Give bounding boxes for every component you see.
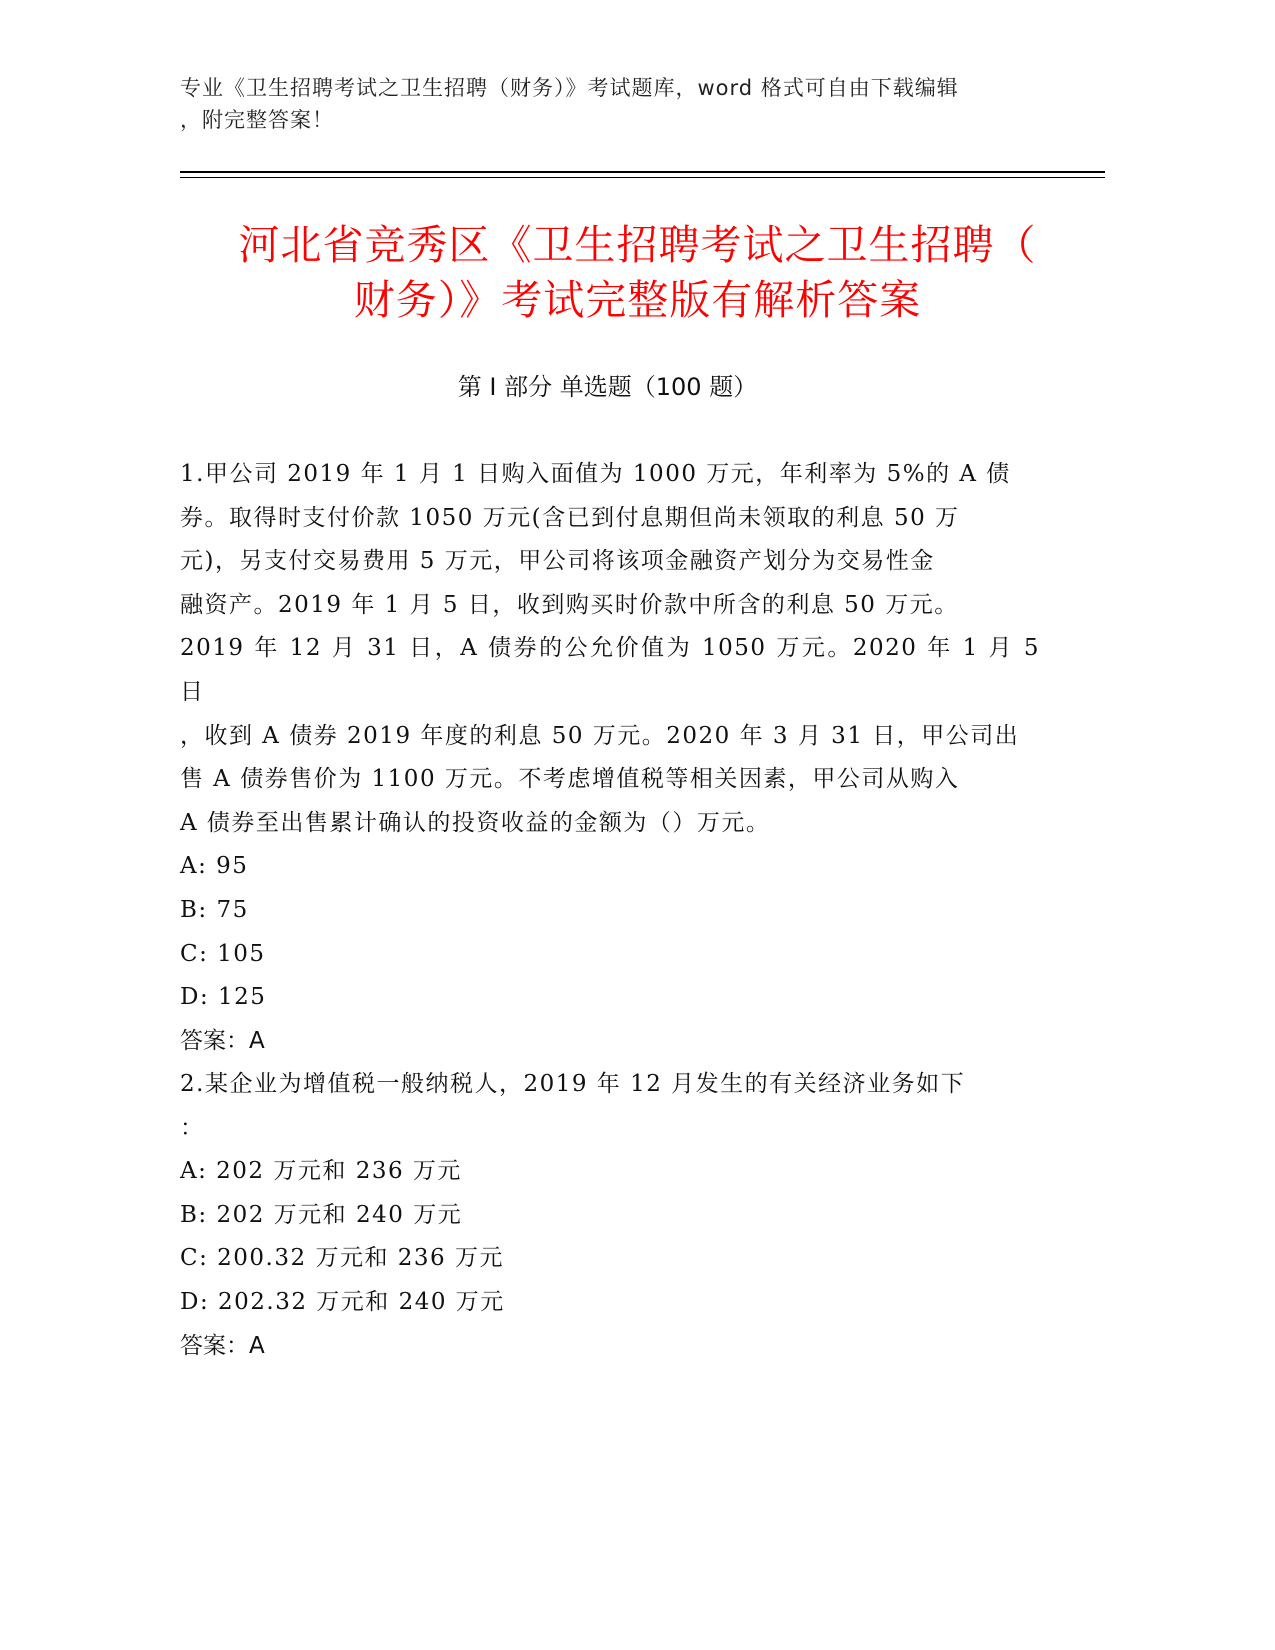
stem-line: 1.甲公司 2019 年 1 月 1 日购入面值为 1000 万元，年利率为 5%的 A 债 <box>180 461 1011 487</box>
stem-line: 融资产。2019 年 1 月 5 日，收到购买时价款中所含的利息 50 万元。 <box>180 591 959 618</box>
question-stem <box>180 453 1040 845</box>
header-note-line-1: 专业《卫生招聘考试之卫生招聘（财务）》考试题库，word 格式可自由下载编辑 <box>180 76 959 100</box>
stem-line: 券。取得时支付价款 1050 万元(含已到付息期但尚未领取的利息 50 万 <box>180 504 960 531</box>
stem-line: ，收到 A 债券 2019 年度的利息 50 万元。2020 年 3 月 31 日，甲公司出 <box>180 722 1020 749</box>
option-a: A: 202 万元和 236 万元 <box>180 1158 462 1185</box>
header-note <box>180 72 1040 136</box>
document-title <box>150 218 1125 328</box>
section-title: 第 I 部分 单选题（100 题） <box>457 373 758 401</box>
answer: 答案：A <box>180 1027 265 1054</box>
option-c: C: 105 <box>180 940 266 967</box>
option-b: B: 202 万元和 240 万元 <box>180 1201 463 1228</box>
question-stem <box>180 1063 1040 1150</box>
answer: 答案：A <box>180 1332 265 1359</box>
question-2 <box>180 1063 1040 1368</box>
option-b: B: 75 <box>180 896 249 923</box>
header-note-line-2: ，附完整答案！ <box>180 108 334 132</box>
stem-line: A 债券至出售累计确认的投资收益的金额为（）万元。 <box>180 809 771 836</box>
document-title-line-2: 财务）》考试完整版有解析答案 <box>353 276 922 324</box>
option-d: D: 125 <box>180 984 267 1011</box>
stem-line: 2019 年 12 月 31 日，A 债券的公允价值为 1050 万元。2020 年 1 月 5 日 <box>180 635 1040 705</box>
header-divider-thin <box>180 177 1105 178</box>
stem-line: ： <box>180 1114 205 1141</box>
option-c: C: 200.32 万元和 236 万元 <box>180 1245 504 1272</box>
stem-line: 元)，另支付交易费用 5 万元，甲公司将该项金融资产划分为交易性金 <box>180 548 935 575</box>
header-divider-thick <box>180 171 1105 173</box>
document-title-line-1: 河北省竞秀区《卫生招聘考试之卫生招聘（ <box>238 221 1037 269</box>
option-a: A: 95 <box>180 853 249 880</box>
stem-line: 2.某企业为增值税一般纳税人，2019 年 12 月发生的有关经济业务如下 <box>180 1071 966 1097</box>
stem-line: 售 A 债券售价为 1100 万元。不考虑增值税等相关因素，甲公司从购入 <box>180 766 960 793</box>
question-1 <box>180 453 1040 1063</box>
option-d: D: 202.32 万元和 240 万元 <box>180 1288 505 1315</box>
